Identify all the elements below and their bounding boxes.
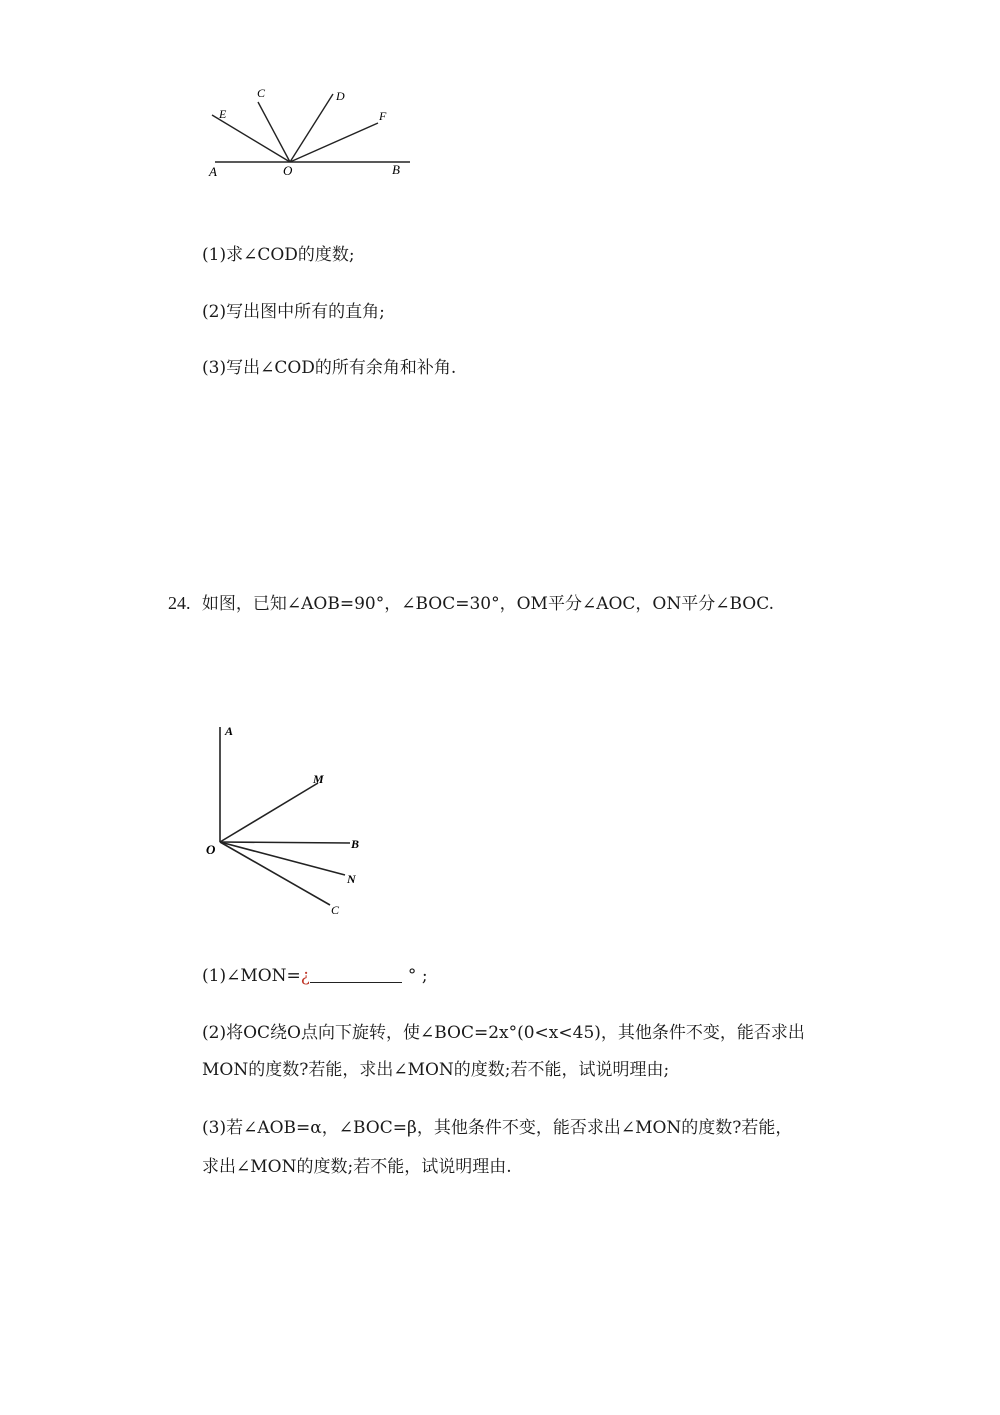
question-number: 24. (168, 593, 191, 613)
ray-on (220, 842, 345, 875)
label-n: N (347, 872, 356, 886)
q23-part1: (1)求∠COD的度数; (202, 245, 355, 265)
label-o: O (206, 842, 216, 857)
label-c: C (257, 86, 266, 100)
q24-part1-suffix: ° ; (407, 966, 428, 986)
q24-stem-text: 如图，已知∠AOB=90°，∠BOC=30°，OM平分∠AOC，ON平分∠BOC. (201, 594, 775, 614)
figure-angles-aob (195, 80, 435, 190)
q24-part3-line2: 求出∠MON的度数;若不能，试说明理由. (202, 1157, 512, 1177)
q24-part2-line1: (2)将OC绕O点向下旋转，使∠BOC=2x°(0<x<45)，其他条件不变，能否求出 (202, 1023, 805, 1043)
label-o: O (283, 163, 293, 178)
label-d: D (336, 89, 345, 103)
ray-om (220, 783, 318, 842)
label-m: M (313, 772, 324, 786)
ray-of (290, 123, 378, 162)
q24-part1-prefix: (1)∠MON= (202, 966, 301, 986)
label-b: B (351, 837, 360, 851)
q24-part1 (202, 965, 428, 987)
q24-part2-line2: MON的度数?若能，求出∠MON的度数;若不能，试说明理由; (202, 1060, 670, 1080)
ray-oe (212, 115, 290, 162)
answer-blank[interactable] (310, 966, 402, 983)
q23-part3: (3)写出∠COD的所有余角和补角. (202, 358, 457, 378)
label-e: E (219, 107, 227, 121)
label-f: F (379, 109, 387, 123)
q24-part3-line1: (3)若∠AOB=α，∠BOC=β，其他条件不变，能否求出∠MON的度数?若能， (202, 1118, 793, 1138)
label-a: A (225, 724, 234, 738)
figure-angles-mon (200, 715, 380, 925)
q24-stem (168, 592, 774, 615)
label-a: A (209, 164, 217, 179)
ray-ob (220, 842, 350, 843)
q23-part2: (2)写出图中所有的直角; (202, 302, 385, 322)
ray-oc (220, 842, 330, 905)
q24-part1-mark: ¿ (300, 966, 310, 986)
label-b: B (392, 162, 400, 177)
label-c: C (331, 903, 340, 917)
